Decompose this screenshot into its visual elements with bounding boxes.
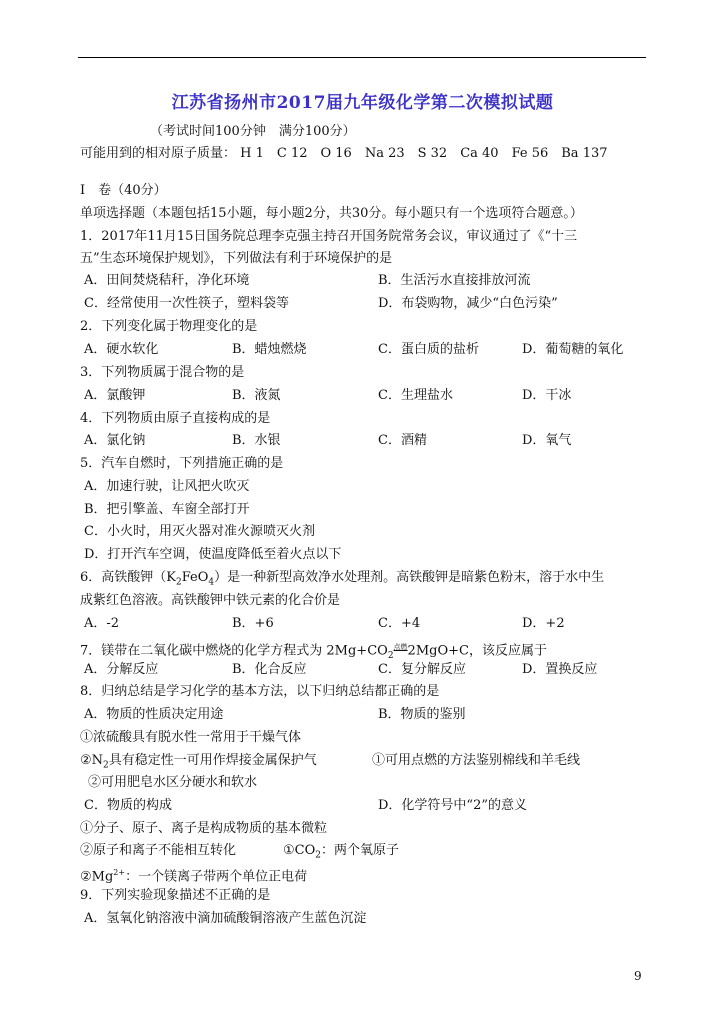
q7-reaction-condition: 点燃: [393, 643, 408, 651]
q5-option-c: C．小火时，用灭火器对准火源喷灭火剂: [84, 524, 315, 539]
q7-option-c: C．复分解反应: [378, 662, 466, 677]
q1-option-a: A．田间焚烧秸秆，净化环境: [84, 273, 250, 288]
q8-d-item2-part1: ②Mg: [80, 869, 114, 885]
q3-stem: 3．下列物质属于混合物的是: [80, 365, 245, 380]
q8-b-item2: ②可用肥皂水区分硬水和软水: [88, 775, 258, 790]
q9-stem: 9．下列实验现象描述不正确的是: [80, 888, 271, 903]
q2-option-a: A．硬水软化: [84, 342, 159, 357]
q4-option-d: D．氧气: [522, 433, 572, 448]
q8-d-item1-subscript: 2: [315, 850, 321, 861]
q2-option-c: C．蛋白质的盐析: [378, 342, 479, 357]
q8-d-item1-part1: ①CO: [283, 843, 316, 858]
q8-option-b: B．物质的鉴别: [378, 707, 466, 722]
q8-d-item2-superscript: 2+: [113, 868, 126, 877]
q8-a-item1: ①浓硫酸具有脱水性一常用于干燥气体: [80, 730, 302, 745]
exam-info: （考试时间100分钟 满分100分）: [150, 124, 356, 139]
q9-option-a: A．氢氧化钠溶液中滴加硫酸铜溶液产生蓝色沉淀: [84, 911, 367, 926]
q6-option-d: D．+2: [522, 616, 565, 631]
q3-option-d: D．干冰: [522, 388, 572, 403]
q2-option-b: B．蜡烛燃烧: [232, 342, 307, 357]
q6-stem-part3: ）是一种新型高效净水处理剂。高铁酸钾是暗紫色粉末，溶于水中生: [214, 570, 605, 585]
q6-subscript-2: 2: [175, 577, 182, 588]
section-instructions: 单项选择题（本题包括15小题，每小题2分，共30分。每小题只有一个选项符合题意。）: [80, 206, 583, 221]
q8-stem: 8．归纳总结是学习化学的基本方法，以下归纳总结都正确的是: [80, 684, 440, 699]
header-rule: [78, 57, 646, 58]
q7-option-d: D．置换反应: [522, 662, 598, 677]
q8-a-item2-subscript: 2: [103, 760, 109, 771]
q5-option-a: A．加速行驶，让风把火吹灭: [84, 479, 250, 494]
q8-a-item2-part2: 具有稳定性一可用作焊接金属保护气: [108, 753, 317, 768]
q4-option-c: C．酒精: [378, 433, 427, 448]
part-heading: Ⅰ 卷（40分）: [80, 183, 167, 198]
q2-option-d: D．葡萄糖的氧化: [522, 342, 624, 357]
q4-option-a: A．氯化钠: [84, 433, 146, 448]
q4-stem: 4．下列物质由原子直接构成的是: [80, 411, 271, 426]
q7-subscript-2: 2: [387, 650, 394, 661]
q3-option-c: C．生理盐水: [378, 388, 453, 403]
q7-stem-part2: 2MgO+C，该反应属于: [407, 643, 547, 659]
q1-stem-line1: 1．2017年11月15日国务院总理李克强主持召开国务院常务会议，审议通过了《“十三: [80, 229, 578, 244]
q8-d-item1-part2: ：两个氧原子: [321, 843, 400, 858]
q7-option-a: A．分解反应: [84, 662, 159, 677]
q5-option-d: D．打开汽车空调，使温度降低至着火点以下: [84, 547, 342, 562]
q6-stem-line2: 成紫红色溶液。高铁酸钾中铁元素的化合价是: [80, 593, 341, 608]
q1-stem-line2: 五”生态环境保护规划》，下列做法有利于环境保护的是: [80, 251, 393, 266]
q6-option-b: B．+6: [232, 616, 274, 631]
q1-option-c: C．经常使用一次性筷子，塑料袋等: [84, 296, 289, 311]
q8-c-item2: ②原子和离子不能相互转化: [80, 843, 237, 858]
exam-title: 江苏省扬州市2017届九年级化学第二次模拟试题: [171, 93, 554, 113]
q5-option-b: B．把引擎盖、车窗全部打开: [84, 502, 250, 517]
q6-subscript-4: 4: [208, 577, 215, 588]
q8-option-c: C．物质的构成: [84, 798, 172, 813]
q8-d-item2-part2: ：一个镁离子带两个单位正电荷: [125, 869, 308, 885]
q8-c-item1: ①分子、原子、离子是构成物质的基本微粒: [80, 821, 328, 836]
page-number: 9: [634, 969, 642, 983]
q8-b-item1: ①可用点燃的方法鉴别棉线和羊毛线: [372, 753, 581, 768]
q2-stem: 2．下列变化属于物理变化的是: [80, 319, 258, 334]
q7-option-b: B．化合反应: [232, 662, 307, 677]
q8-a-item2-part1: ②N: [80, 753, 104, 768]
q8-option-a: A．物质的性质决定用途: [84, 707, 224, 722]
q6-option-a: A．-2: [84, 616, 120, 631]
q6-option-c: C．+4: [378, 616, 421, 631]
q3-option-b: B．液氮: [232, 388, 281, 403]
q6-stem-part2: FeO: [181, 570, 209, 585]
q8-option-d: D．化学符号中“2”的意义: [378, 798, 527, 813]
atomic-masses: 可能用到的相对原子质量： H 1 C 12 O 16 Na 23 S 32 Ca 40 Fe 56 Ba 137: [80, 146, 608, 161]
q5-stem: 5．汽车自燃时，下列措施正确的是: [80, 456, 284, 471]
q7-stem-part1: 7．镁带在二氧化碳中燃烧的化学方程式为 2Mg+CO: [80, 643, 388, 659]
q1-option-d: D．布袋购物，减少“白色污染”: [378, 296, 558, 311]
q6-stem-part1: 6．高铁酸钾（K: [80, 570, 176, 585]
q3-option-a: A．氯酸钾: [84, 388, 146, 403]
q1-option-b: B．生活污水直接排放河流: [378, 273, 531, 288]
q4-option-b: B．水银: [232, 433, 281, 448]
